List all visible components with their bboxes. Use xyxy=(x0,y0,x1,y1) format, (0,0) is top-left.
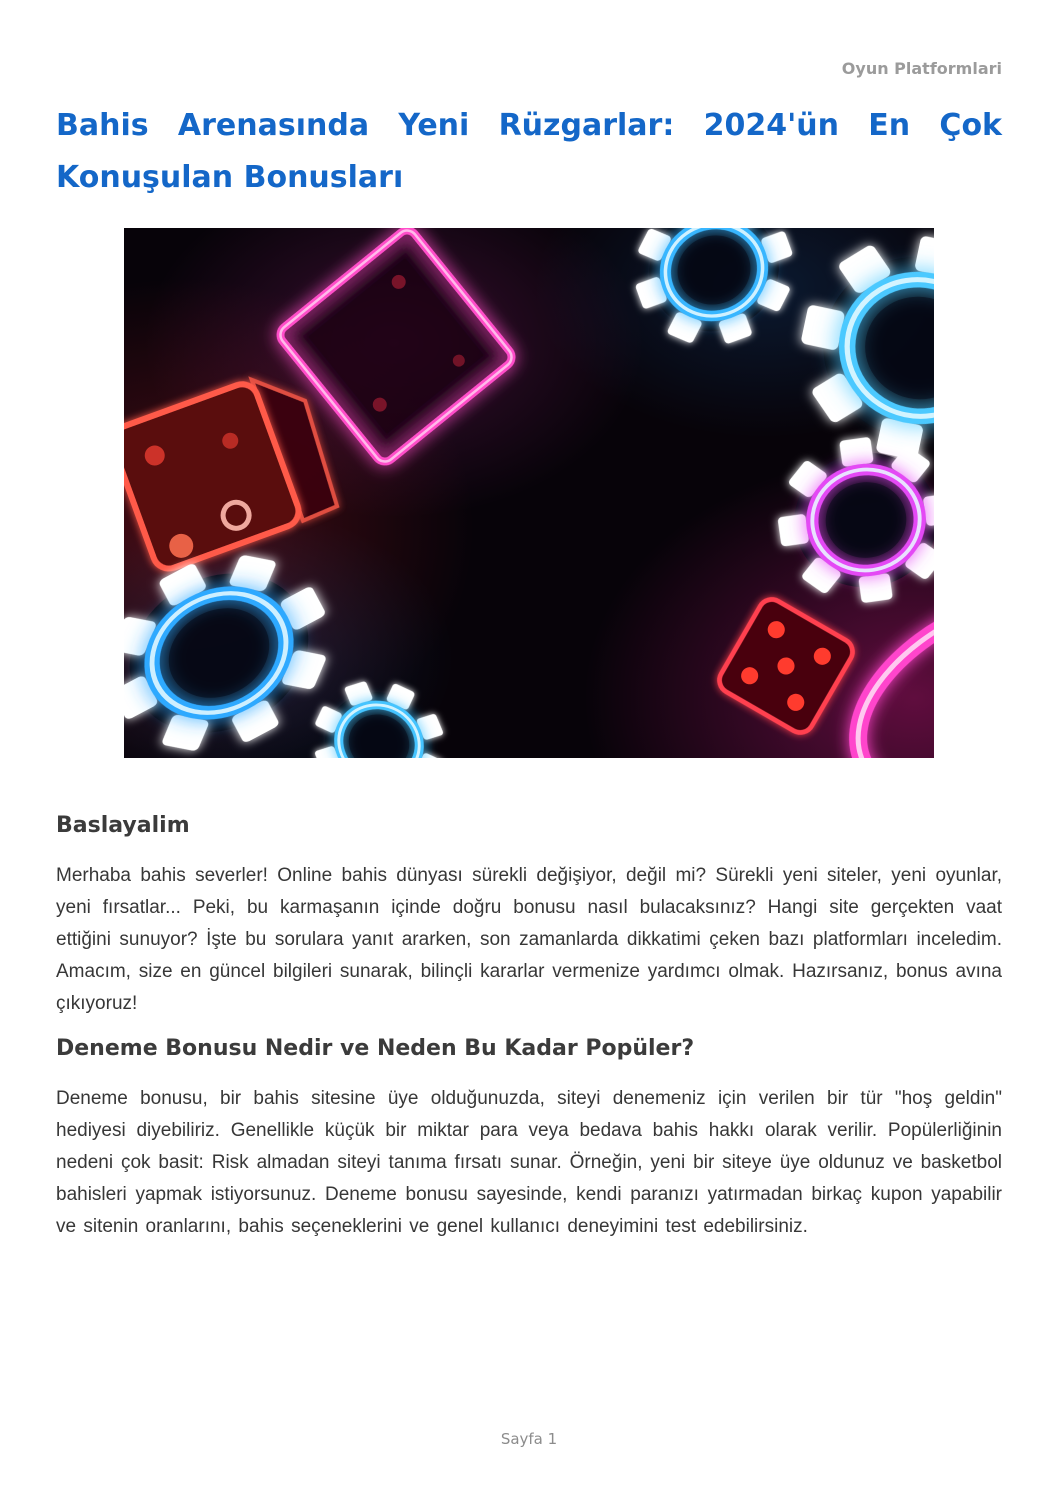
page-number: Sayfa 1 xyxy=(500,1430,558,1448)
casino-neon-illustration xyxy=(124,228,934,758)
article-body xyxy=(56,813,1002,1243)
hero-image xyxy=(124,228,934,758)
page-header xyxy=(56,60,1002,78)
paragraph-intro: Merhaba bahis severler! Online bahis dünyası sürekli değişiyor, değil mi? Sürekli yeni siteler, yeni oyunlar, yeni fırsatlar... Peki, bu karmaşanın içinde doğru bonusu nasıl bulacaksınız? Hangi site gerçekten vaat ettiğini sunuyor? İşte bu sorulara yanıt ararken, son zamanlarda dikkatimi çeken bazı platformları inceledim. Amacım, size en güncel bilgileri sunarak, bilinçli kararlar vermenize yardımcı olmak. Hazırsanız, bonus avına çıkıyoruz! xyxy=(56,865,1002,1014)
paragraph-deneme-bonusu: Deneme bonusu, bir bahis sitesine üye olduğunuzda, siteyi denemeniz için verilen bir tür "hoş geldin" hediyesi diyebiliriz. Genellikle küçük bir miktar para veya bedava bahis hakkı olarak verilir. Popülerliğinin nedeni çok basit: Risk almadan siteyi tanıma fırsatı sunar. Örneğin, yeni bir siteye üye oldunuz ve basketbol bahisleri yapmak istiyorsunuz. Deneme bonusu sayesinde, kendi paranızı yatırmadan birkaç kupon yapabilir ve sitenin oranlarını, bahis seçeneklerini ve genel kullanıcı deneyimini test edebilirsiniz. xyxy=(56,1088,1002,1237)
section-heading-deneme-bonusu: Deneme Bonusu Nedir ve Neden Bu Kadar Popüler? xyxy=(56,1036,695,1061)
article-title: Bahis Arenasında Yeni Rüzgarlar: 2024'ün En Çok Konuşulan Bonusları xyxy=(56,108,1002,195)
section-heading-baslayalim: Baslayalim xyxy=(56,813,190,838)
header-site-label: Oyun Platformlari xyxy=(841,59,1002,78)
page-footer xyxy=(0,1430,1058,1448)
